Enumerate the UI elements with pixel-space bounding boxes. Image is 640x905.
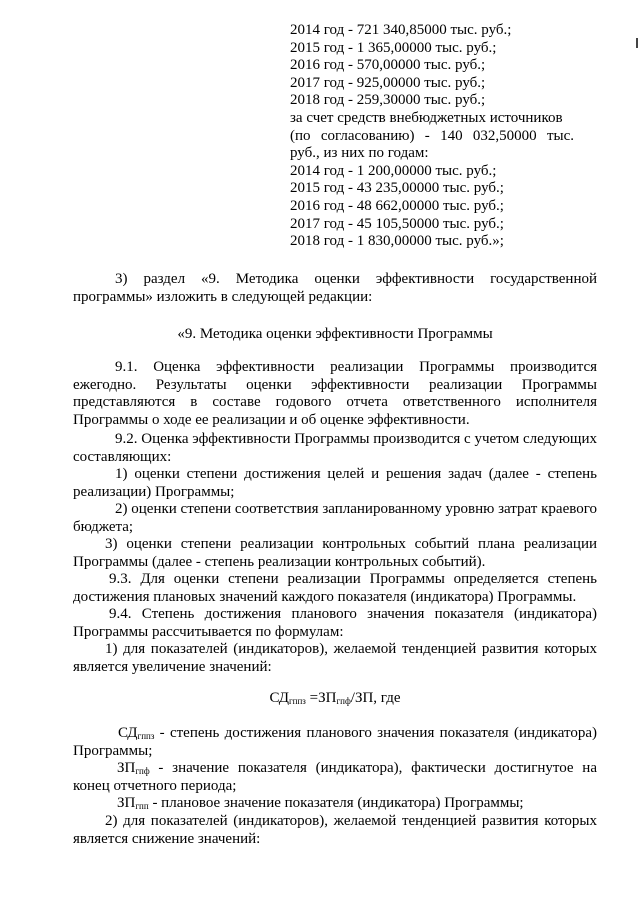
funding-line: 2015 год - 43 235,00000 тыс. руб.;: [290, 180, 504, 197]
extrabudget-line-3: руб., из них по годам:: [290, 145, 429, 162]
funding-column: [290, 22, 574, 251]
definition-sd-sub: гппз: [137, 731, 155, 741]
definition-zpf: [73, 760, 597, 795]
funding-line: 2015 год - 1 365,00000 тыс. руб.;: [290, 39, 497, 56]
list-item-2: 2) оценки степени соответствия запланированному уровню затрат краевого бюджета;: [73, 501, 597, 535]
definition-zpp-symbol: ЗП: [117, 795, 136, 811]
formula-intro-increase: 1) для показателей (индикаторов), желаемой тенденцией развития которых является увеличение значений:: [73, 641, 597, 675]
formula-zpf-sub: гпф: [336, 696, 351, 706]
section-title: «9. Методика оценки эффективности Программы: [177, 326, 493, 342]
definition-sd: [73, 725, 597, 760]
definition-zpp-sub: гпп: [135, 801, 149, 811]
funding-line: 2017 год - 45 105,50000 тыс. руб.;: [290, 215, 504, 232]
extrabudget-line-1: за счет средств внебюджетных источников: [290, 109, 563, 126]
definition-sd-text: - степень достижения планового значения показателя (индикатора) Программы;: [73, 725, 597, 759]
extrabudget-line-2: (по согласованию) - 140 032,50000 тыс.: [290, 127, 574, 144]
funding-line: 2016 год - 48 662,00000 тыс. руб.;: [290, 197, 504, 214]
list-item-1: 1) оценки степени достижения целей и решения задач (далее - степень реализации) Программы;: [73, 466, 597, 500]
formula-slash: /ЗП: [350, 690, 374, 706]
funding-line: 2018 год - 1 830,00000 тыс. руб.»;: [290, 233, 504, 250]
funding-line: 2017 год - 925,00000 тыс. руб.;: [290, 74, 486, 91]
edge-mark: [636, 38, 638, 48]
funding-line: 2014 год - 1 200,00000 тыс. руб.;: [290, 162, 497, 179]
formula-intro-decrease: 2) для показателей (индикаторов), желаемой тенденцией развития которых является снижение значений:: [73, 813, 597, 847]
funding-line: 2014 год - 721 340,85000 тыс. руб.;: [290, 22, 512, 38]
formula-sd-sub: гппз: [288, 696, 306, 706]
paragraph-9-1: 9.1. Оценка эффективности реализации Программы производится ежегодно. Результаты оценки эффективности реализации Программы представляются в составе годового отчета ответственного исполнителя Программы о ходе ее реализации и об оценке эффективности.: [73, 359, 597, 428]
definition-sd-symbol: СД: [118, 725, 138, 741]
definition-zpp: [73, 795, 597, 813]
definition-zpp-text: - плановое значение показателя (индикатора) Программы;: [148, 795, 524, 811]
definition-zpf-sub: гпф: [135, 766, 150, 776]
formula-sd: СД: [269, 690, 289, 706]
definition-zpf-text: - значение показателя (индикатора), фактически достигнутое на конец отчетного периода;: [73, 760, 597, 794]
item-3-paragraph: 3) раздел «9. Методика оценки эффективности государственной программы» изложить в следующей редакции:: [73, 271, 597, 305]
list-item-3: 3) оценки степени реализации контрольных событий плана реализации Программы (далее - степень реализации контрольных событий).: [73, 536, 597, 570]
paragraph-9-4: 9.4. Степень достижения планового значения показателя (индикатора) Программы рассчитывается по формулам:: [73, 606, 597, 640]
paragraph-9-3: 9.3. Для оценки степени реализации Программы определяется степень достижения плановых значений каждого показателя (индикатора) Программы.: [73, 571, 597, 605]
funding-line: 2018 год - 259,30000 тыс. руб.;: [290, 92, 486, 109]
paragraph-9-2: 9.2. Оценка эффективности Программы производится с учетом следующих составляющих:: [73, 431, 597, 465]
definition-zpf-symbol: ЗП: [117, 760, 136, 776]
formula: [73, 690, 597, 708]
funding-line: 2016 год - 570,00000 тыс. руб.;: [290, 57, 486, 74]
formula-eq: =ЗП: [305, 690, 337, 706]
formula-tail: , где: [373, 690, 401, 706]
